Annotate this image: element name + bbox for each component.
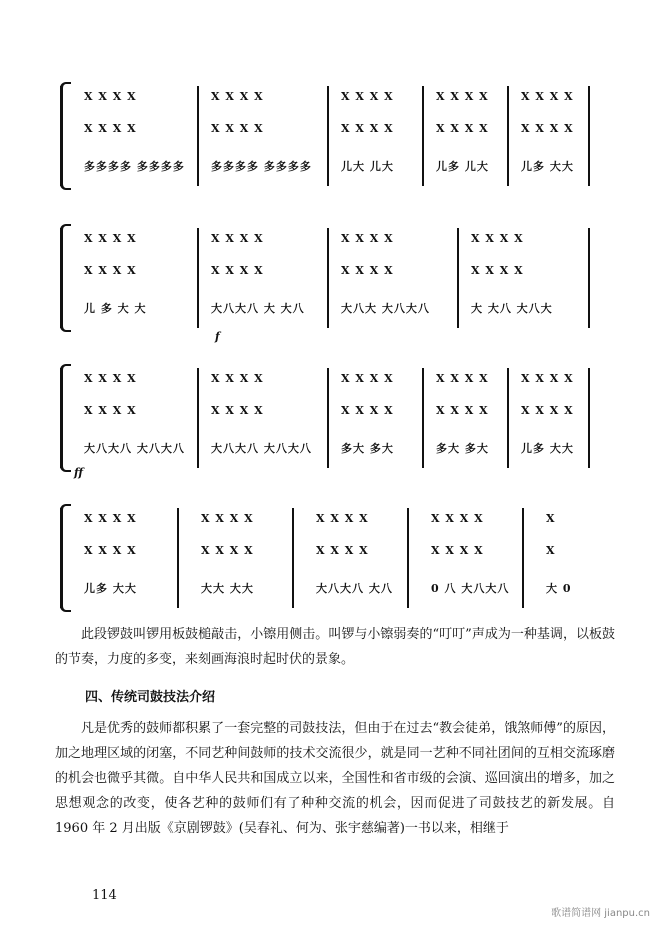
row-gu: 儿多 大大 大大 大大 大八大八 大八 0 八 大八大八 大 0 xyxy=(84,582,572,595)
row-xiaobo: X X X X X X X X X X X X X X X X X X X X xyxy=(84,90,574,103)
row-luo: X X X X X X X X X X X X X X X X X X X X xyxy=(84,404,574,417)
barline xyxy=(588,228,590,328)
dynamic-mark: f xyxy=(215,330,220,343)
barline xyxy=(327,228,329,328)
barline xyxy=(407,508,409,608)
row-luo: X X X X X X X X X X X X X X X X X xyxy=(84,544,556,557)
barline xyxy=(197,86,199,186)
section-heading: 四、传统司鼓技法介绍 xyxy=(85,690,216,705)
paragraph-1: 此段锣鼓叫锣用板鼓槌敲击，小镲用侧击。叫锣与小镲弱奏的“叮叮”声成为一种基调，以板鼓的节奏，力度的多变，来刻画海浪时起时伏的景象。 xyxy=(55,627,615,667)
watermark: 歌谱简谱网 jianpu.cn xyxy=(551,908,650,919)
row-xiaobo: X X X X X X X X X X X X X X X X X X X X xyxy=(84,372,574,385)
row-xiaobo: X X X X X X X X X X X X X X X X X xyxy=(84,512,556,525)
barline xyxy=(522,508,524,608)
barline xyxy=(457,228,459,328)
barline xyxy=(197,368,199,468)
barline xyxy=(177,508,179,608)
score-system-3 xyxy=(60,368,590,479)
barline xyxy=(507,368,509,468)
row-xiaobo: X X X X X X X X X X X X X X X X xyxy=(84,232,524,245)
row-gu: 多多多多 多多多多 多多多多 多多多多 儿大 儿大 儿多 儿大 儿多 大大 xyxy=(84,160,574,173)
barline xyxy=(422,368,424,468)
row-luo: X X X X X X X X X X X X X X X X xyxy=(84,264,524,277)
barline xyxy=(588,86,590,186)
score-system-1 xyxy=(60,86,590,186)
paragraph-2: 凡是优秀的鼓师都积累了一套完整的司鼓技法，但由于在过去“教会徒弟，饿煞师傅”的原因，加之地理区域的闭塞，不同艺种间鼓师的技术交流很少，就是同一艺种不同社团间的互相交流琢磨的机会也微乎其微。自中华人民共和国成立以来，全国性和省市级的会演、巡回演出的增多，加之思想观念的改变，使各艺种的鼓师们有了种种交流的机会，因而促进了司鼓技艺的新发展。自 1960 年 2 月出版《京剧锣鼓》(吴春礼、何为、张宇慈编著)一书以来，相继于 xyxy=(55,721,615,836)
system-brace xyxy=(60,228,71,328)
row-gu: 大八大八 大八大八 大八大八 大八大八 多大 多大 多大 多大 儿多 大大 xyxy=(84,442,574,455)
barline xyxy=(507,86,509,186)
barline xyxy=(422,86,424,186)
system-brace xyxy=(60,508,71,608)
row-gu: 儿 多 大 大 大八大八 大 大八 大八大 大八大八 大 大八 大八大 xyxy=(84,302,553,315)
barline xyxy=(588,368,590,468)
row-luo: X X X X X X X X X X X X X X X X X X X X xyxy=(84,122,574,135)
page-number: 114 xyxy=(92,888,117,903)
barline xyxy=(292,508,294,608)
score-system-4 xyxy=(60,508,590,608)
system-brace xyxy=(60,86,71,186)
system-brace xyxy=(60,368,71,468)
barline xyxy=(327,86,329,186)
barline xyxy=(327,368,329,468)
dynamic-mark: ff xyxy=(74,466,84,479)
score-system-2 xyxy=(60,228,590,343)
barline xyxy=(197,228,199,328)
